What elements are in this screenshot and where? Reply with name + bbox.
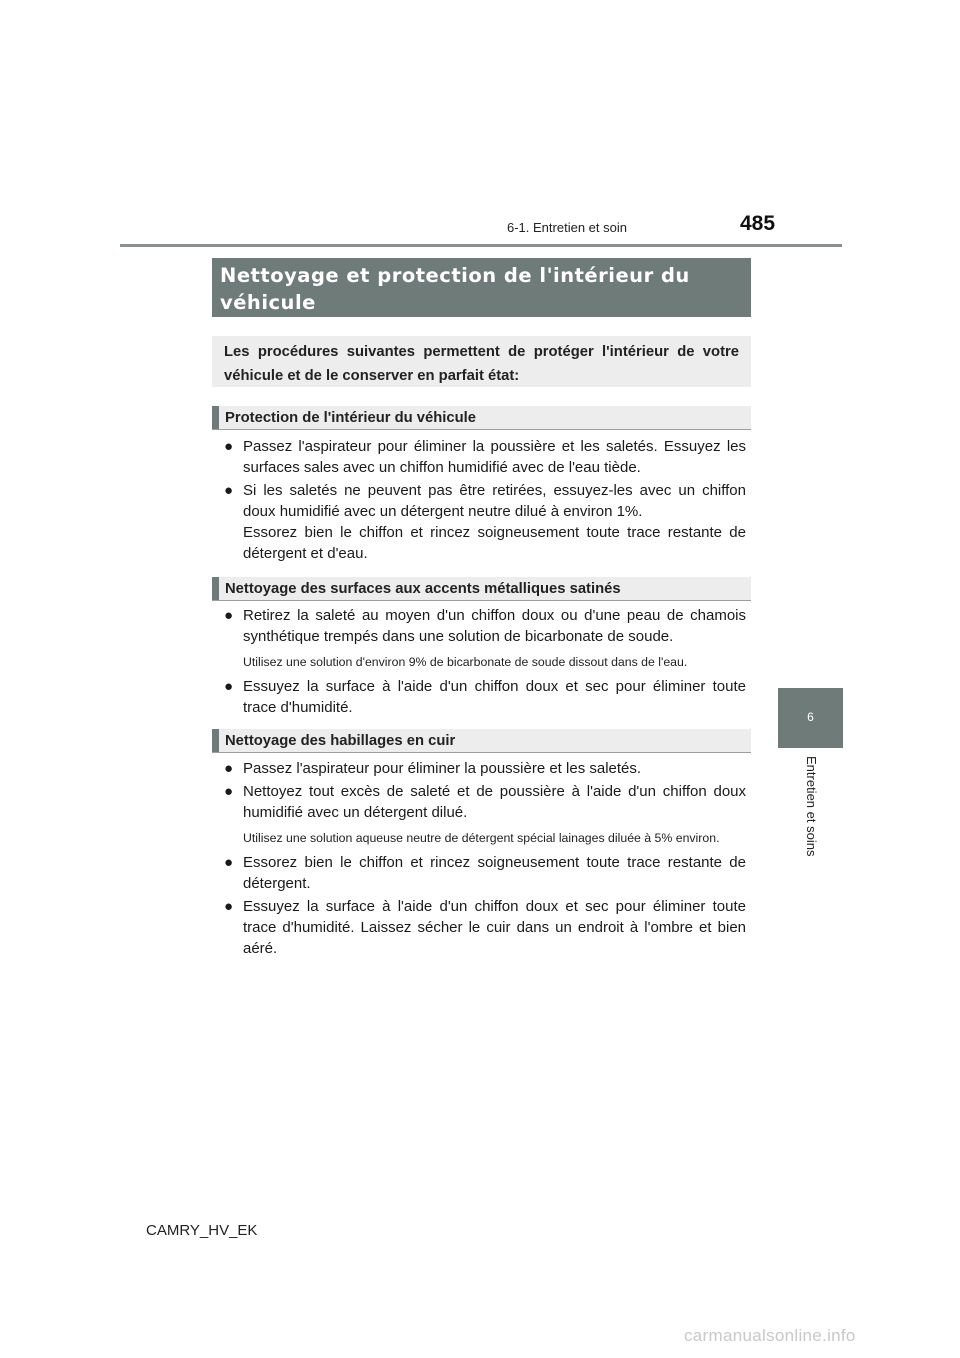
section-heading: Protection de l'intérieur du véhicule bbox=[212, 406, 751, 430]
list-item-text: Passez l'aspirateur pour éliminer la poussière et les saletés. Essuyez les surfaces sales avec un chiffon humidifié avec de l'eau tiède. bbox=[243, 438, 746, 476]
page-title-line-1: Nettoyage et protection de l'intérieur du bbox=[220, 264, 690, 287]
list-item bbox=[224, 852, 746, 894]
list-item-text: Nettoyez tout excès de saleté et de poussière à l'aide d'un chiffon doux humidifié avec un détergent dilué. bbox=[243, 783, 746, 821]
header-section-title: 6-1. Entretien et soin bbox=[507, 220, 627, 235]
section-body bbox=[224, 436, 746, 565]
list-item-text: Passez l'aspirateur pour éliminer la poussière et les saletés. bbox=[243, 760, 642, 777]
bullet-icon: ● bbox=[224, 678, 234, 695]
bullet-icon: ● bbox=[224, 760, 234, 777]
list-item bbox=[224, 480, 746, 564]
section-body bbox=[224, 605, 746, 719]
chapter-tab-label: Entretien et soins bbox=[804, 756, 819, 857]
chapter-tab-number: 6 bbox=[807, 710, 814, 724]
bullet-icon: ● bbox=[224, 438, 234, 455]
bullet-icon: ● bbox=[224, 482, 234, 499]
watermark: carmanualsonline.info bbox=[684, 1326, 856, 1345]
list-item-text: Si les saletés ne peuvent pas être retirées, essuyez-les avec un chiffon doux humidifié avec un détergent neutre dilué à environ 1%. bbox=[243, 482, 746, 520]
list-item bbox=[224, 605, 746, 647]
bullet-icon: ● bbox=[224, 854, 234, 871]
page-number: 485 bbox=[740, 212, 776, 235]
bullet-icon: ● bbox=[224, 783, 234, 800]
list-item bbox=[224, 758, 746, 779]
list-item-text: Essuyez la surface à l'aide d'un chiffon doux et sec pour éliminer toute trace d'humidité. Laissez sécher le cuir dans un endroit à l'ombre et bien aéré. bbox=[243, 898, 746, 957]
section-heading: Nettoyage des habillages en cuir bbox=[212, 729, 751, 753]
list-item-note: Utilisez une solution d'environ 9% de bicarbonate de soude dissout dans de l'eau. bbox=[243, 655, 688, 669]
list-item-text: Essorez bien le chiffon et rincez soigneusement toute trace restante de détergent et d'eau. bbox=[243, 524, 746, 562]
intro-box: Les procédures suivantes permettent de protéger l'intérieur de votre véhicule et de le conserver en parfait état: bbox=[212, 336, 751, 387]
chapter-tab bbox=[778, 688, 843, 748]
page-title-line-2: véhicule bbox=[220, 291, 316, 314]
list-item bbox=[224, 436, 746, 478]
list-item-text: Essorez bien le chiffon et rincez soigneusement toute trace restante de détergent. bbox=[243, 854, 746, 892]
model-code: CAMRY_HV_EK bbox=[146, 1222, 258, 1239]
page-title bbox=[212, 258, 751, 317]
bullet-icon: ● bbox=[224, 898, 234, 915]
list-item bbox=[224, 781, 746, 823]
list-item-text: Retirez la saleté au moyen d'un chiffon doux ou d'une peau de chamois synthétique trempés dans une solution de bicarbonate de soude. bbox=[243, 607, 746, 645]
list-item-text: Essuyez la surface à l'aide d'un chiffon doux et sec pour éliminer toute trace d'humidité. bbox=[243, 678, 746, 716]
section-heading: Nettoyage des surfaces aux accents métalliques satinés bbox=[212, 577, 751, 601]
list-item bbox=[224, 676, 746, 718]
list-item-note: Utilisez une solution aqueuse neutre de détergent spécial lainages diluée à 5% environ. bbox=[243, 831, 720, 845]
section-body bbox=[224, 758, 746, 960]
list-item bbox=[224, 896, 746, 959]
bullet-icon: ● bbox=[224, 607, 234, 624]
header-rule bbox=[120, 244, 842, 247]
